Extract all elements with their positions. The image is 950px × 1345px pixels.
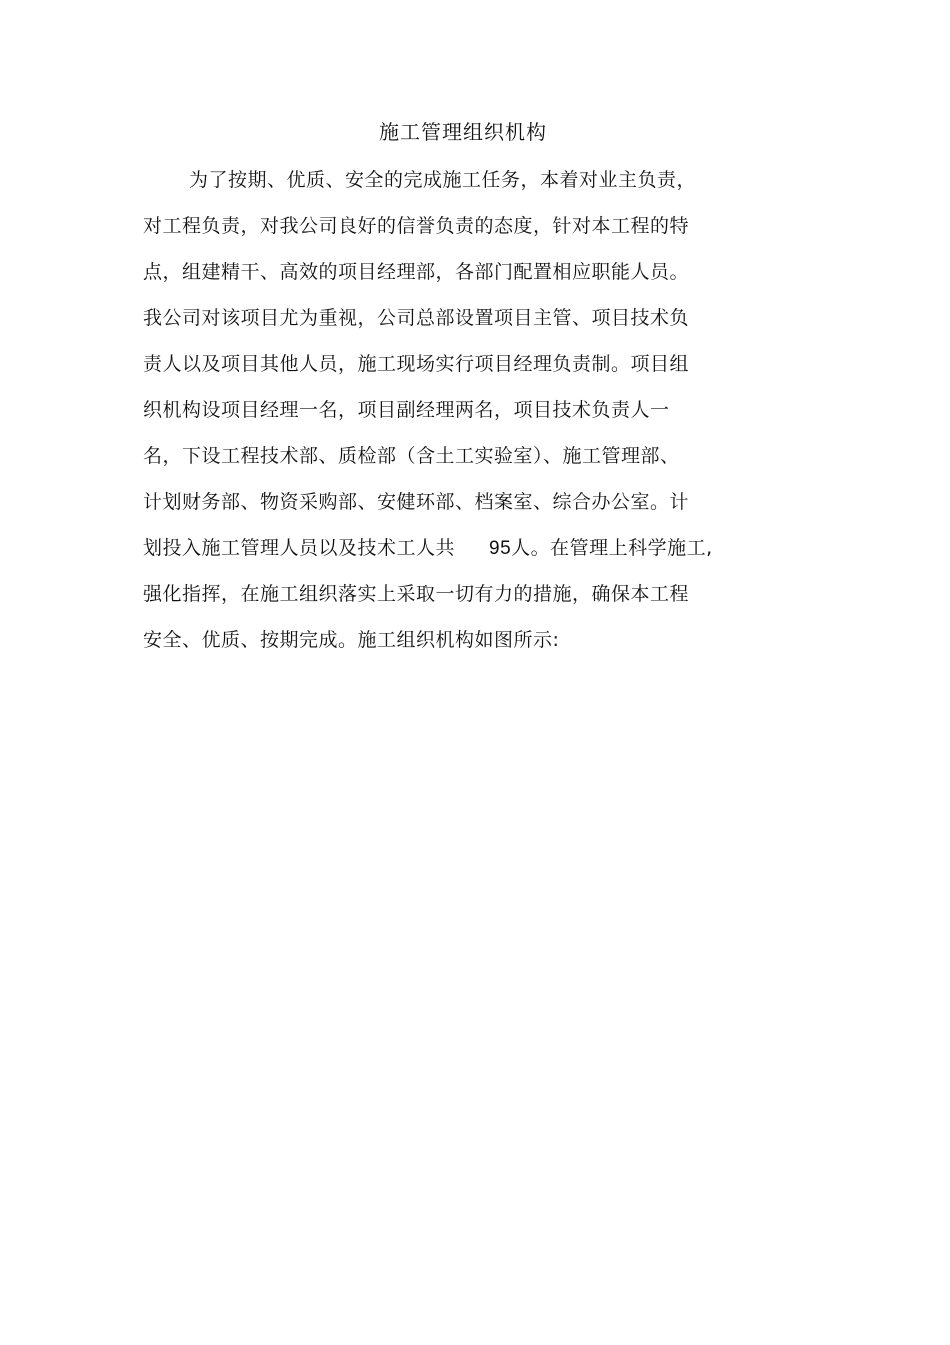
staff-count-number: 95 [489,538,512,559]
paragraph-line: 点，组建精干、高效的项目经理部，各部门配置相应职能人员。 [143,261,690,283]
paragraph-line: 我公司对该项目尤为重视，公司总部设置项目主管、项目技术负 [143,307,690,329]
paragraph-line-staff-count [143,534,783,580]
line-suffix: 人。在管理上科学施工, [511,537,713,559]
line-prefix: 划投入施工管理人员以及技术工人共 [143,537,456,559]
paragraph-line: 强化指挥，在施工组织落实上采取一切有力的措施，确保本工程 [143,583,690,605]
paragraph-line: 织机构设项目经理一名，项目副经理两名，项目技术负责人一 [143,399,670,421]
paragraph-line: 计划财务部、物资采购部、安健环部、档案室、综合办公室。计 [143,491,690,513]
document-title: 施工管理组织机构 [379,120,547,144]
paragraph-line: 名，下设工程技术部、质检部（含土工实验室）、施工管理部、 [143,445,680,467]
paragraph-line: 安全、优质、按期完成。施工组织机构如图所示: [143,629,560,651]
paragraph-line: 责人以及项目其他人员，施工现场实行项目经理负责制。项目组 [143,353,690,375]
paragraph-line: 对工程负责，对我公司良好的信誉负责的态度，针对本工程的特 [143,215,690,237]
document-body [143,166,783,672]
paragraph-line: 为了按期、优质、安全的完成施工任务，本着对业主负责， [189,169,697,191]
